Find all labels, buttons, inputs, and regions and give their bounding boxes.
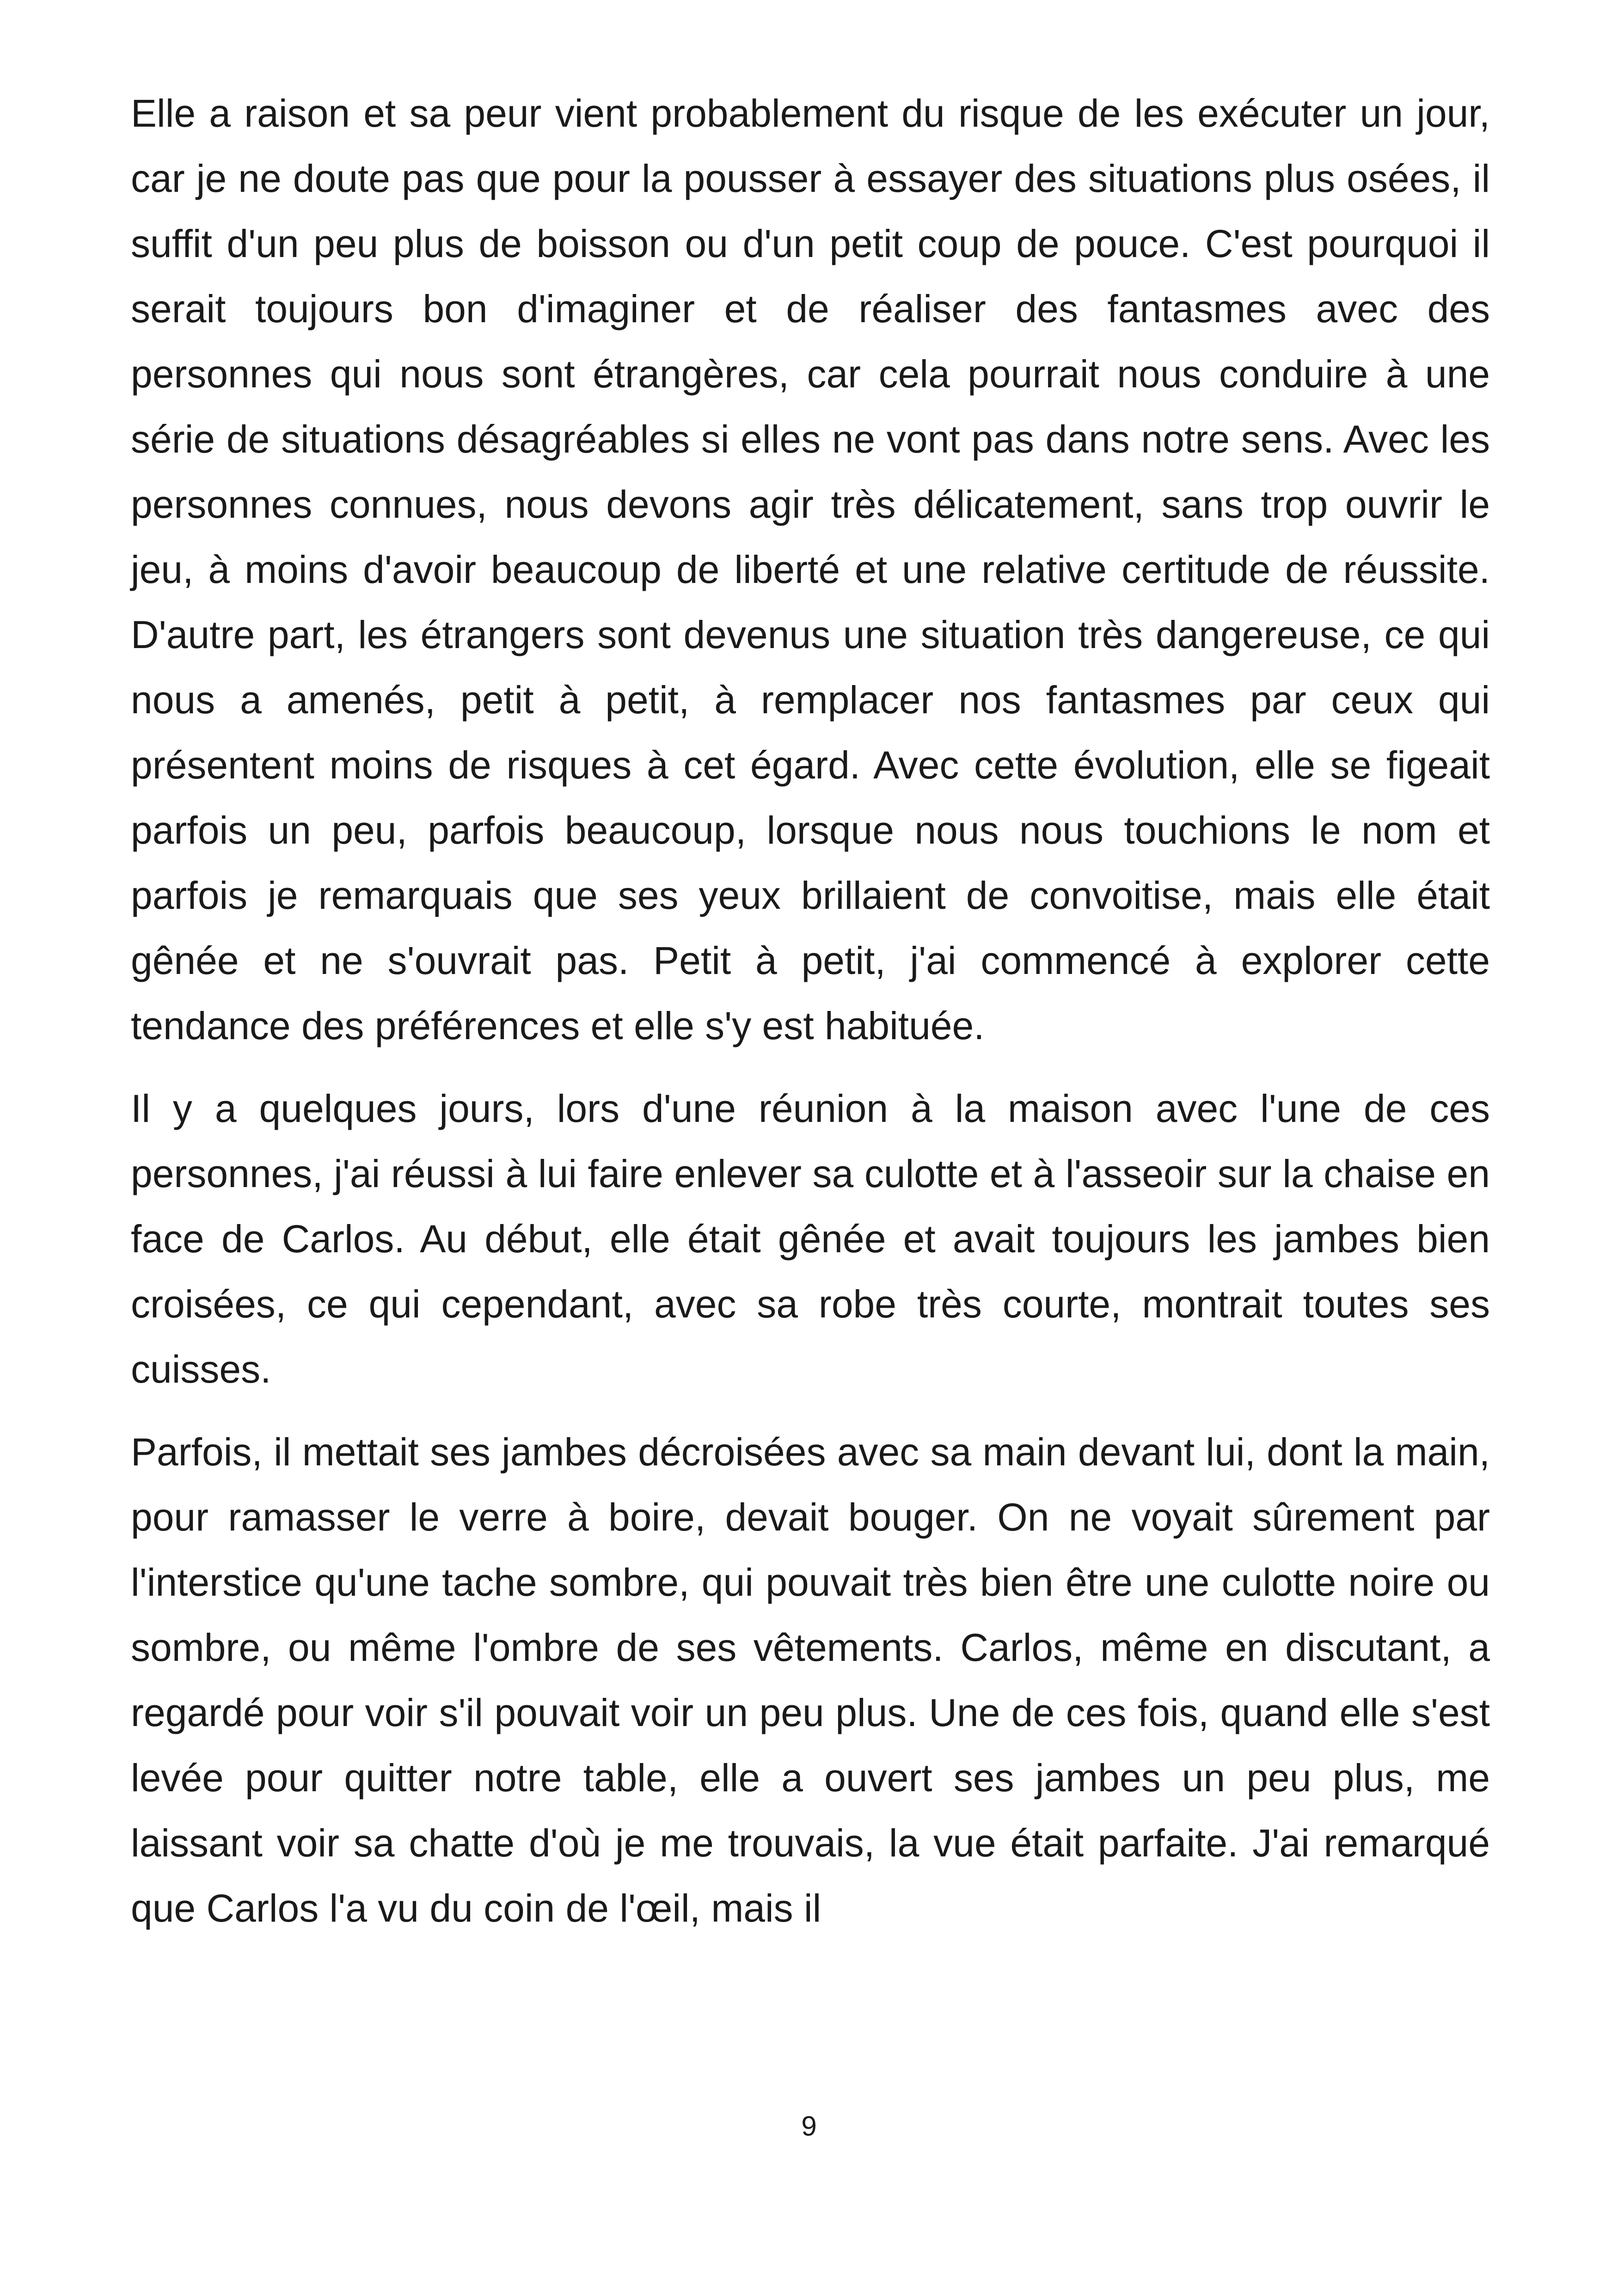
paragraph-2: Il y a quelques jours, lors d'une réunion à la maison avec l'une de ces personnes, j'ai réussi à lui faire enlever sa culotte et à l'asseoir sur la chaise en face de Carlos. Au début, elle était gênée et avait toujours les jambes bien croisées, ce qui cependant, avec sa robe très courte, montrait toutes ses cuisses. <box>131 1087 1490 1391</box>
paragraph-1: Elle a raison et sa peur vient probablement du risque de les exécuter un jour, car je ne doute pas que pour la pousser à essayer des situations plus osées, il suffit d'un peu plus de boisson ou d'un petit coup de pouce. C'est pourquoi il serait toujours bon d'imaginer et de réaliser des fantasmes avec des personnes qui nous sont étrangères, car cela pourrait nous conduire à une série de situations désagréables si elles ne vont pas dans notre sens. Avec les personnes connues, nous devons agir très délicatement, sans trop ouvrir le jeu, à moins d'avoir beaucoup de liberté et une relative certitude de réussite. D'autre part, les étrangers sont devenus une situation très dangereuse, ce qui nous a amenés, petit à petit, à remplacer nos fantasmes par ceux qui présentent moins de risques à cet égard. Avec cette évolution, elle se figeait parfois un peu, parfois beaucoup, lorsque nous nous touchions le nom et parfois je remarquais que ses yeux brillaient de convoitise, mais elle était gênée et ne s'ouvrait pas. Petit à petit, j'ai commencé à explorer cette tendance des préférences et elle s'y est habituée. <box>131 92 1490 1047</box>
body-text <box>131 81 1490 1941</box>
page-number: 9 <box>801 2111 817 2142</box>
paragraph-3: Parfois, il mettait ses jambes décroisées avec sa main devant lui, dont la main, pour ramasser le verre à boire, devait bouger. On ne voyait sûrement par l'interstice qu'une tache sombre, qui pouvait très bien être une culotte noire ou sombre, ou même l'ombre de ses vêtements. Carlos, même en discutant, a regardé pour voir s'il pouvait voir un peu plus. Une de ces fois, quand elle s'est levée pour quitter notre table, elle a ouvert ses jambes un peu plus, me laissant voir sa chatte d'où je me trouvais, la vue était parfaite. J'ai remarqué que Carlos l'a vu du coin de l'œil, mais il <box>131 1430 1490 1930</box>
